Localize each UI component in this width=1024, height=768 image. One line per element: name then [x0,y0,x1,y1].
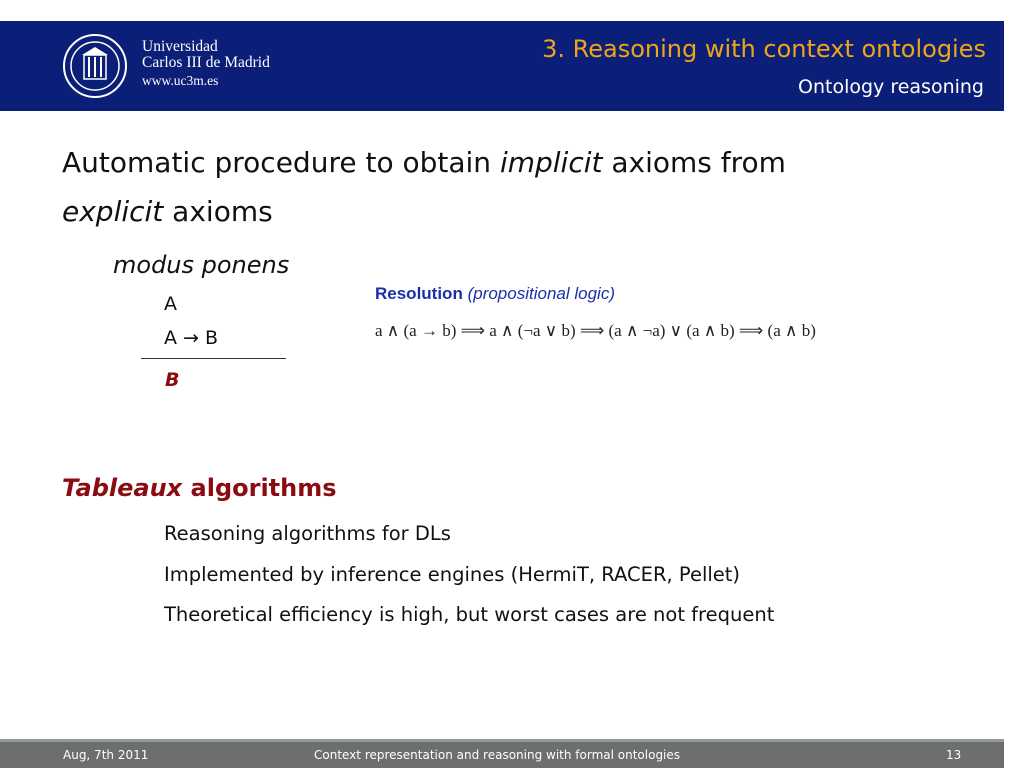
tableaux-bullet-3: Theoretical efficiency is high, but worst cases are not frequent [164,603,775,626]
resolution-note: (propositional logic) [467,284,615,303]
tableaux-bullet-2: Implemented by inference engines (HermiT, RACER, Pellet) [164,563,741,586]
intro-emphasis-explicit: explicit [62,195,164,228]
resolution-heading [375,284,615,304]
intro-text-3: axioms [163,195,273,228]
intro-line-2 [62,195,273,228]
university-name-line2: Carlos III de Madrid [142,54,270,71]
university-website: www.uc3m.es [142,73,219,88]
modus-ponens-title: modus ponens [113,251,290,279]
slide-title: 3. Reasoning with context ontologies [542,35,986,63]
university-seal-logo [62,33,128,99]
tableaux-heading [62,474,337,502]
university-name-line1: Universidad [142,38,218,55]
slide-subtitle: Ontology reasoning [798,76,984,98]
slide-footer [0,739,1004,768]
resolution-label: Resolution [375,284,463,303]
modus-ponens-conclusion: B [165,369,180,391]
resolution-formula: a ∧ (a → b) ⟹ a ∧ (¬a ∨ b) ⟹ (a ∧ ¬a) ∨ (a ∧ b) ⟹ (a ∧ b) [375,321,816,340]
university-name [142,39,270,89]
tableaux-emphasis: Tableaux [62,474,183,502]
intro-text-1: Automatic procedure to obtain [62,146,500,179]
footer-page-number: 13 [946,748,962,762]
slide-header [0,21,1004,111]
intro-text-2: axioms from [602,146,786,179]
intro-line-1 [62,146,786,179]
tableaux-heading-rest: algorithms [182,474,337,502]
inference-rule-line [141,358,286,359]
modus-ponens-premise-1: A [164,293,177,315]
intro-emphasis-implicit: implicit [499,146,603,179]
footer-date: Aug, 7th 2011 [63,748,149,762]
tableaux-bullet-1: Reasoning algorithms for DLs [164,522,451,545]
footer-title: Context representation and reasoning with formal ontologies [314,748,681,762]
modus-ponens-premise-2: A → B [164,327,219,349]
